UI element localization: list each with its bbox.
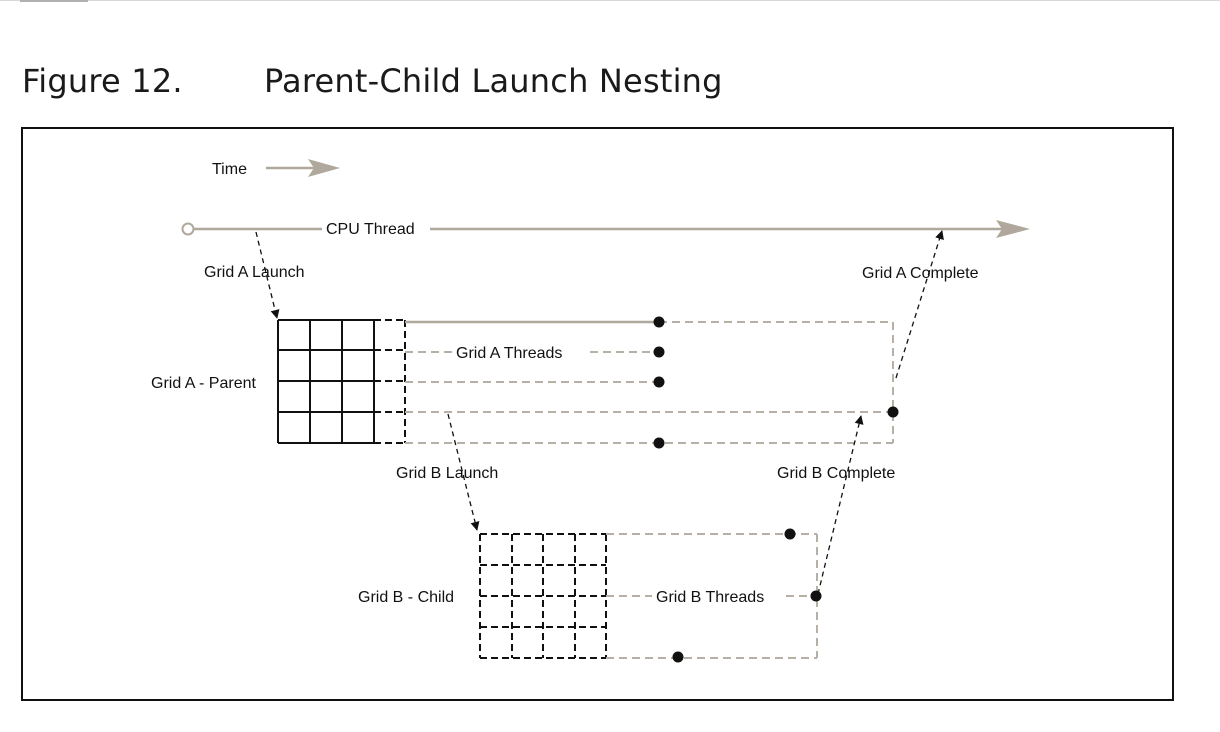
grid-b-complete-label: Grid B Complete — [777, 465, 896, 482]
grid-b-thread-end-dot — [785, 529, 796, 540]
diagram-frame — [22, 128, 1173, 700]
grid-a-thread-end-dot — [654, 377, 665, 388]
grid-a-complete-label: Grid A Complete — [862, 265, 979, 282]
figure-title: Parent-Child Launch Nesting — [264, 62, 723, 100]
figure-number: Figure 12. — [22, 62, 183, 100]
grid-a-thread-end-dot — [654, 438, 665, 449]
grid-b-child-label: Grid B - Child — [358, 589, 455, 606]
grid-a-complete-arrow — [896, 231, 942, 378]
time-label: Time — [212, 161, 247, 178]
grid-b-launch-label: Grid B Launch — [396, 465, 499, 482]
time-arrow — [266, 159, 340, 177]
grid-a-parent-grid — [278, 320, 405, 443]
grid-a-thread-end-dot — [654, 317, 665, 328]
grid-a-thread-end-dot — [654, 347, 665, 358]
cpu-thread-label: CPU Thread — [326, 221, 415, 238]
grid-a-sync-dot — [888, 407, 899, 418]
cpu-thread-timeline — [183, 220, 1031, 238]
grid-b-child-grid — [480, 534, 606, 658]
grid-b-thread-end-dot — [673, 652, 684, 663]
grid-a-parent-label: Grid A - Parent — [151, 375, 256, 392]
grid-a-threads-label: Grid A Threads — [456, 345, 563, 362]
grid-b-threads-label: Grid B Threads — [656, 589, 765, 606]
grid-a-thread-lines — [405, 322, 893, 443]
grid-a-launch-label: Grid A Launch — [204, 264, 305, 281]
grid-b-sync-dot — [811, 591, 822, 602]
